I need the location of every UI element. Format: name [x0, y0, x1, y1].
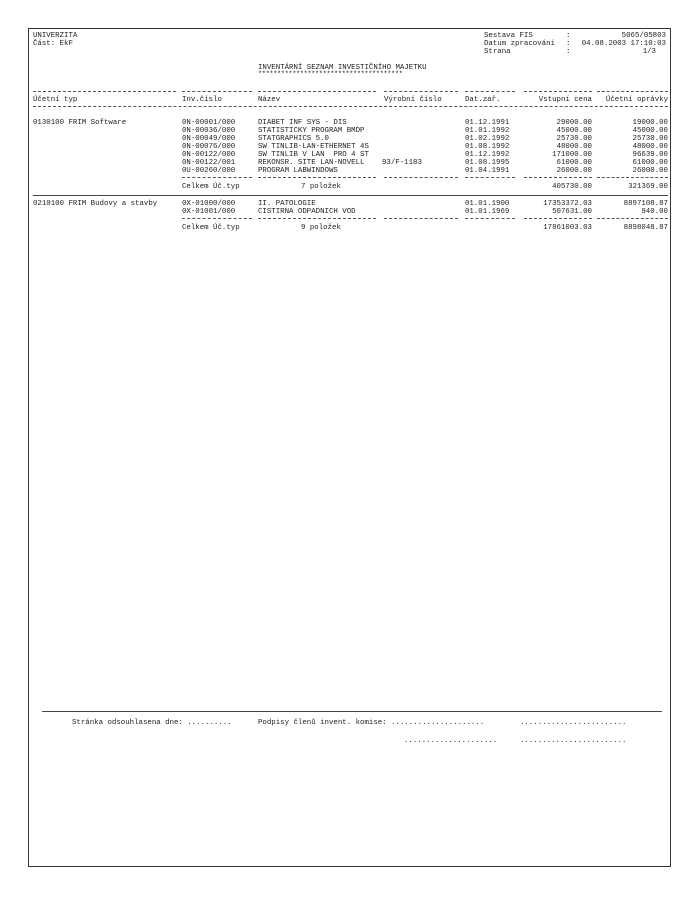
asset-price: 61000.00 [556, 159, 592, 167]
total-depreciation: 321369.00 [628, 183, 668, 191]
asset-price: 25730.00 [556, 135, 592, 143]
asset-depreciation: 45000.00 [632, 127, 668, 135]
asset-date: 01.01.1969 [465, 208, 510, 216]
header-rule [258, 91, 376, 92]
group-type: 0210100 FRIM Budovy a stavby [33, 200, 158, 208]
agreed-date-line: Stránka odsouhlasena dne: .......... [72, 719, 232, 727]
subtotal-rule [258, 218, 376, 219]
inv-number: 0N-00122/001 [182, 159, 236, 167]
asset-date: 01.01.1900 [465, 200, 510, 208]
asset-name: SW TINLIB V LAN PRO 4 ST [258, 151, 369, 159]
asset-date: 01.02.1992 [465, 135, 510, 143]
asset-depreciation: 48000.00 [632, 143, 668, 151]
asset-price: 48000.00 [556, 143, 592, 151]
processed-label: Datum zpracování [484, 40, 555, 48]
signature-line: ........................ [520, 737, 627, 745]
asset-depreciation: 25730.00 [632, 135, 668, 143]
subtotal-rule [182, 218, 252, 219]
asset-date: 01.12.1991 [465, 119, 510, 127]
subtotal-rule [465, 218, 515, 219]
asset-date: 01.08.1992 [465, 143, 510, 151]
asset-name: II. PATOLOGIE [258, 200, 316, 208]
asset-name: PROGRAM LABWINDOWS [258, 167, 338, 175]
subtotal-rule [465, 177, 515, 178]
org-part: Část: EkF [33, 40, 73, 48]
inv-number: 0N-00001/000 [182, 119, 236, 127]
header-rule [597, 91, 668, 92]
asset-date: 01.01.1992 [465, 127, 510, 135]
col-serial: Výrobní číslo [384, 96, 442, 104]
asset-price: 45000.00 [556, 127, 592, 135]
asset-date: 01.12.1992 [465, 151, 510, 159]
page-value: 1/3 [642, 48, 656, 56]
inv-number: 0N-00036/000 [182, 127, 236, 135]
total-label: Celkem Úč.typ [182, 183, 240, 191]
colon: : [566, 48, 571, 56]
col-price: Vstupní cena [538, 96, 592, 104]
asset-name: DIABET INF SYS - DIS [258, 119, 347, 127]
header-rule [182, 91, 252, 92]
asset-name: REKONSR. SITE LAN-NOVELL [258, 159, 365, 167]
header-rule [465, 91, 515, 92]
org-name: UNIVERZITA [33, 32, 78, 40]
subtotal-rule [258, 177, 376, 178]
subtotal-rule [597, 218, 668, 219]
col-depreciation: Účetní oprávky [605, 96, 668, 104]
inv-number: 0X-01001/000 [182, 208, 236, 216]
asset-depreciation: 96639.00 [632, 151, 668, 159]
col-date: Dat.zař. [465, 96, 501, 104]
group-type: 0130100 FRIM Software [33, 119, 127, 127]
asset-date: 01.08.1995 [465, 159, 510, 167]
header-rule-bottom [33, 106, 668, 107]
subtotal-rule [597, 177, 668, 178]
asset-name: STATGRAPHICS 5.0 [258, 135, 329, 143]
asset-price: 507631.00 [552, 208, 592, 216]
commission-signatures-line: Podpisy členů invent. komise: ..................... [258, 719, 485, 727]
total-price: 17861003.03 [543, 224, 592, 232]
asset-name: STATISTICKY PROGRAM BMDP [258, 127, 365, 135]
asset-price: 171000.00 [552, 151, 592, 159]
asset-price: 17353372.03 [543, 200, 592, 208]
asset-name: SW TINLIB-LAN-ETHERNET 4S [258, 143, 369, 151]
asset-depreciation: 940.00 [641, 208, 668, 216]
title-underline: ************************************** [258, 71, 403, 79]
footer-divider [42, 711, 662, 712]
header-rule [33, 91, 176, 92]
signature-line: ........................ [520, 719, 627, 727]
asset-depreciation: 19000.00 [632, 119, 668, 127]
asset-depreciation: 61000.00 [632, 159, 668, 167]
inv-number: 0N-00122/000 [182, 151, 236, 159]
total-label: Celkem Úč.typ [182, 224, 240, 232]
col-inv-number: Inv.číslo [182, 96, 222, 104]
inv-number: 0U-00260/000 [182, 167, 236, 175]
group-divider [33, 195, 668, 196]
total-count: 9 položek [301, 224, 341, 232]
subtotal-rule [384, 218, 458, 219]
report-label: Sestava FIS [484, 32, 533, 40]
col-account-type: Účetní typ [33, 96, 78, 104]
inv-number: 0N-00049/000 [182, 135, 236, 143]
asset-name: CISTIRNA ODPADNICH VOD [258, 208, 356, 216]
total-price: 405730.00 [552, 183, 592, 191]
inv-number: 0N-00076/000 [182, 143, 236, 151]
total-count: 7 položek [301, 183, 341, 191]
processed-value: 04.08.2003 17:10:03 [581, 40, 666, 48]
total-depreciation: 8898048.87 [623, 224, 668, 232]
asset-depreciation: 26000.00 [632, 167, 668, 175]
colon: : [566, 32, 571, 40]
inv-number: 0X-01000/000 [182, 200, 236, 208]
asset-serial: 93/F-1183 [382, 159, 422, 167]
report-title: INVENTÁRNÍ SEZNAM INVESTIČNÍHO MAJETKU [258, 64, 427, 72]
signature-line: ..................... [404, 737, 498, 745]
subtotal-rule [182, 177, 252, 178]
subtotal-rule [384, 177, 458, 178]
header-rule [524, 91, 592, 92]
asset-price: 26000.00 [556, 167, 592, 175]
colon: : [566, 40, 571, 48]
report-value: 5065/05803 [621, 32, 666, 40]
asset-depreciation: 8897108.87 [623, 200, 668, 208]
subtotal-rule [524, 177, 592, 178]
subtotal-rule [524, 218, 592, 219]
col-name: Název [258, 96, 281, 104]
asset-date: 01.04.1991 [465, 167, 510, 175]
header-rule [384, 91, 458, 92]
page-label: Strana [484, 48, 511, 56]
asset-price: 29000.00 [556, 119, 592, 127]
